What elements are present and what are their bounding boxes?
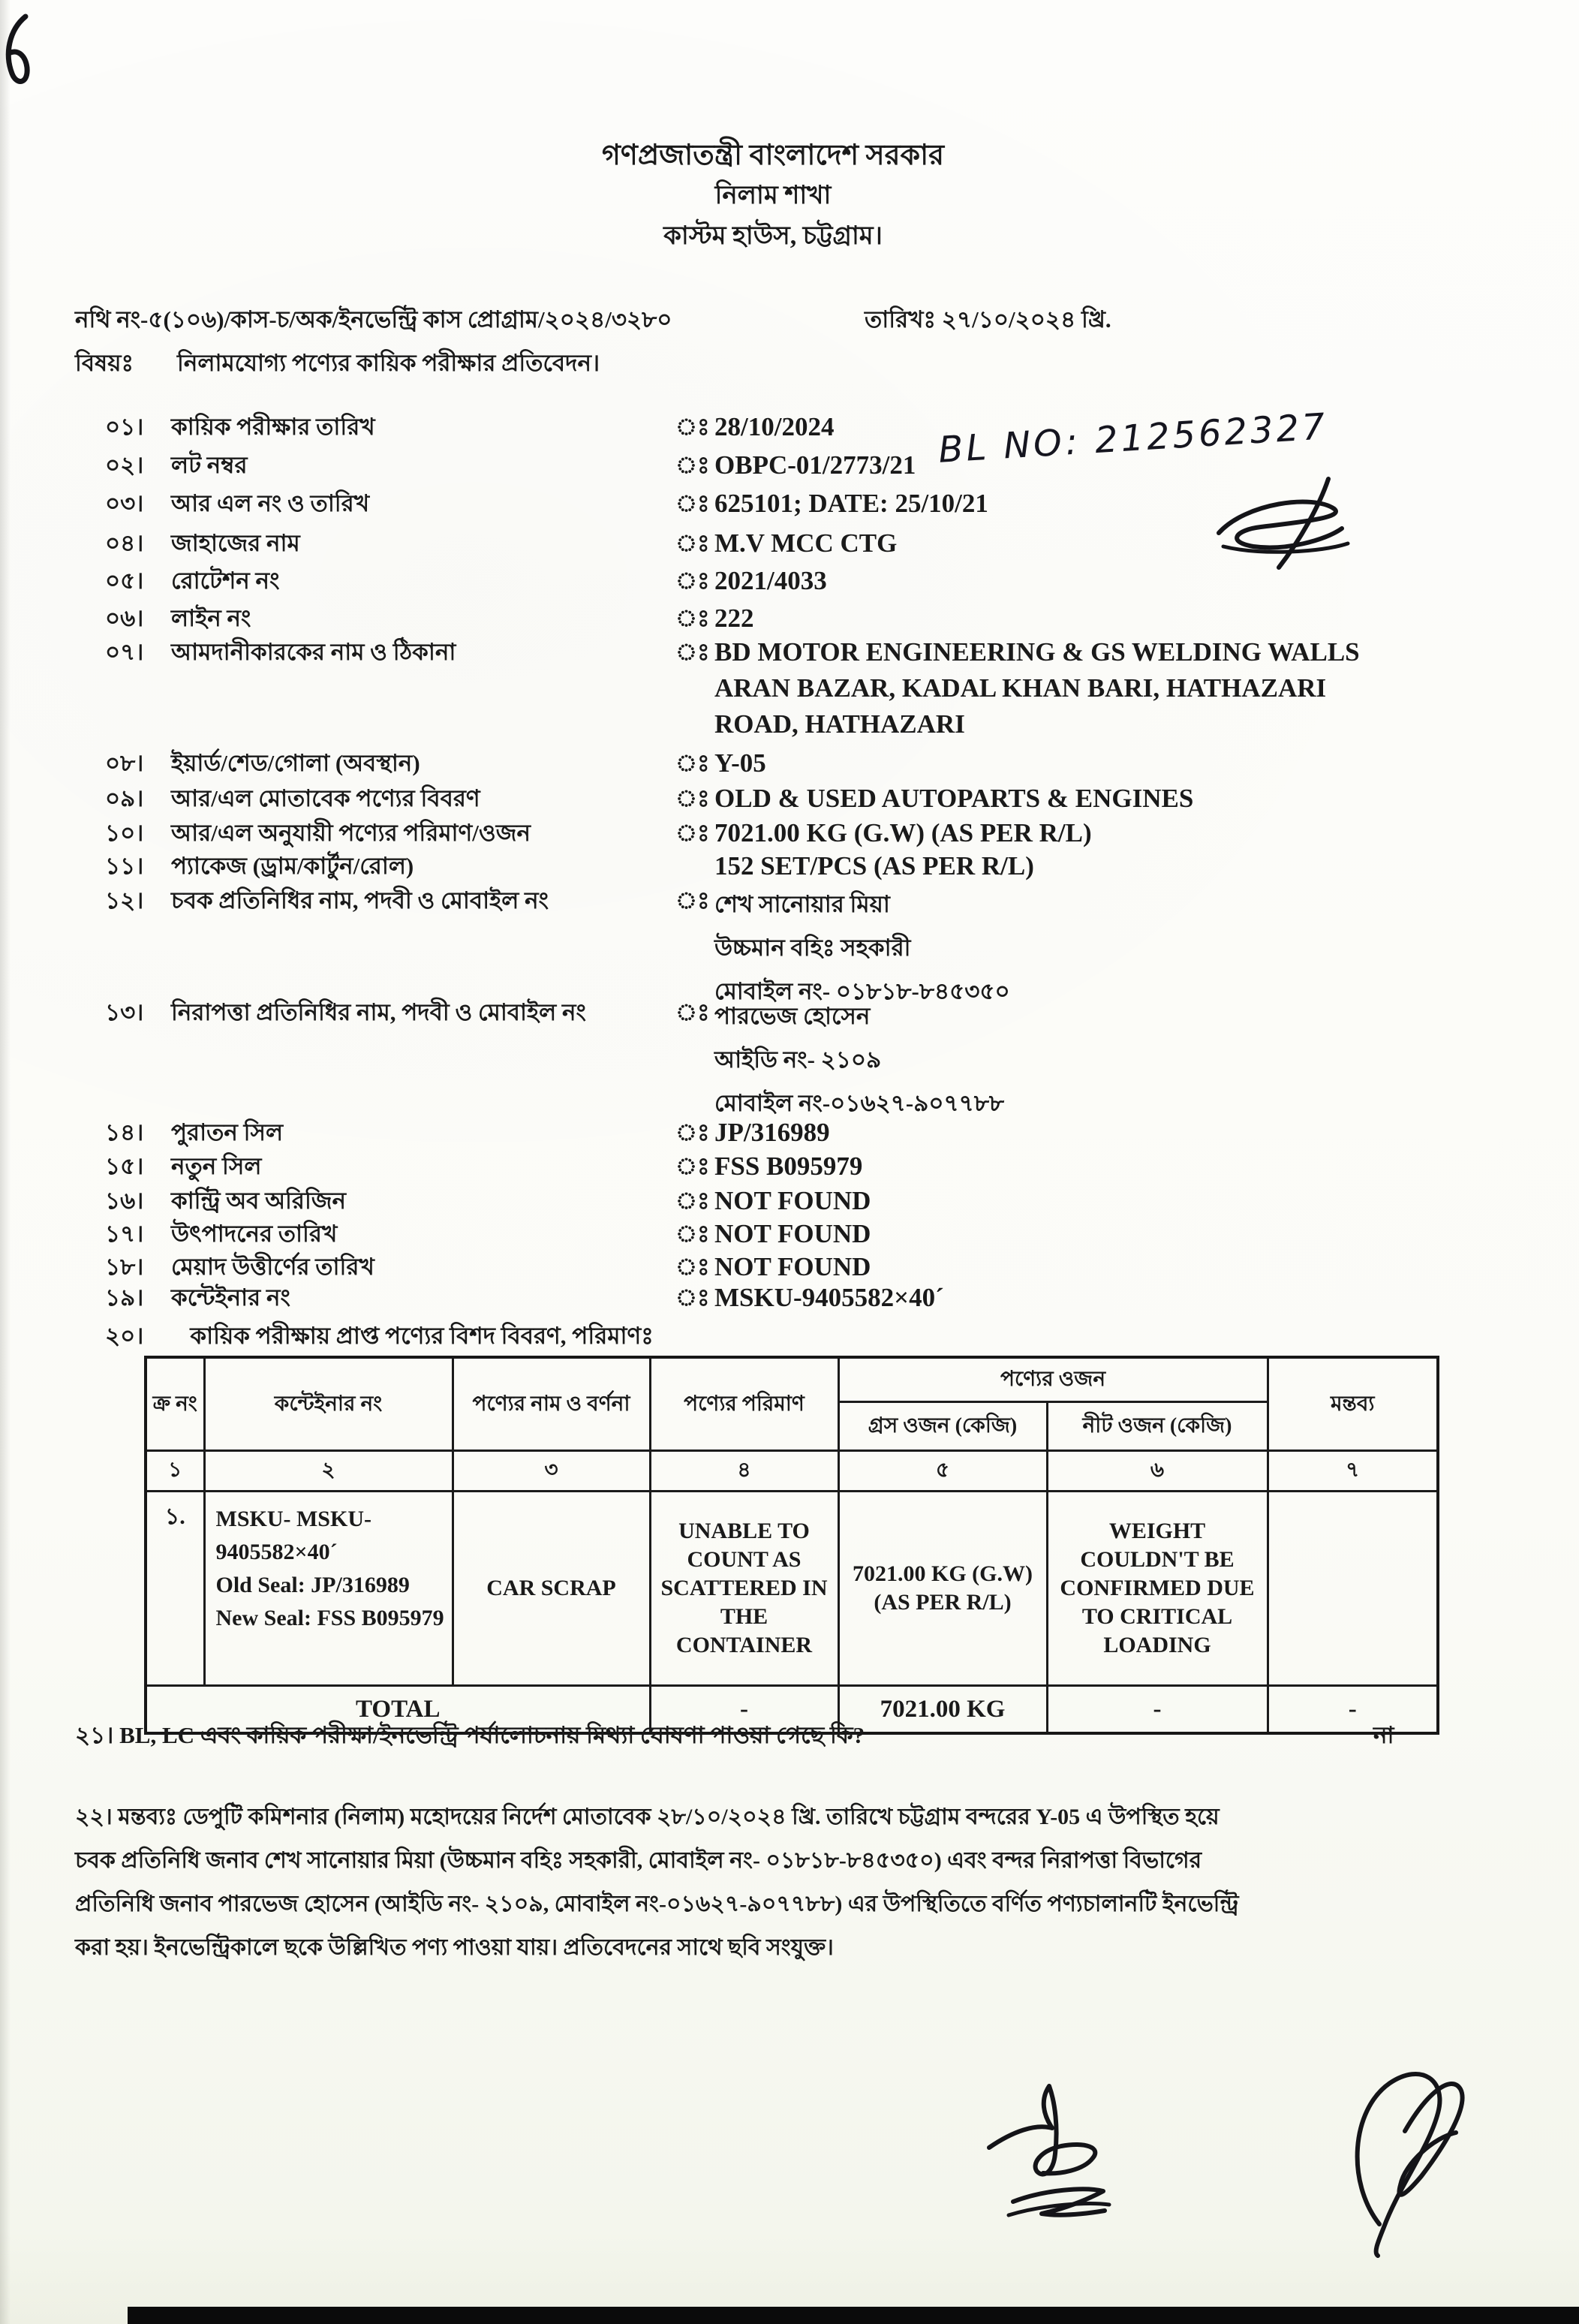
field-colon: ঃ — [675, 639, 710, 665]
field-number: ০২। — [105, 452, 144, 478]
field-value: BD MOTOR ENGINEERING & GS WELDING WALLS ARAN BAZAR, KADAL KHAN BARI, HATHAZARI ROAD, HATHAZARI — [714, 637, 1360, 739]
letterhead-government: গণপ্রজাতন্ত্রী বাংলাদেশ সরকার — [601, 140, 945, 171]
field-value: NOT FOUND — [714, 1186, 871, 1215]
field-row-12 — [105, 883, 1478, 1013]
field-value: 625101; DATE: 25/10/21 — [714, 489, 988, 518]
field-label: ইয়ার্ড/শেড/গোলা (অবস্থান) — [171, 750, 420, 776]
field-number: ১৩। — [105, 999, 144, 1025]
field-value: OBPC-01/2773/21 — [714, 450, 916, 480]
field-colon: ঃ — [675, 999, 710, 1025]
field-colon: ঃ — [675, 1119, 710, 1145]
field-label: আর এল নং ও তারিখ — [171, 490, 370, 516]
field-colon: ঃ — [675, 785, 710, 811]
field-row-13 — [105, 995, 1478, 1125]
field-label: আমদানীকারকের নাম ও ঠিকানা — [171, 639, 456, 665]
field-row-04 — [105, 525, 1478, 564]
remarks-line: প্রতিনিধি জনাব পারভেজ হোসেন (আইডি নং- ২১০৯, মোবাইল নং-০১৬২৭-৯০৭৭৮৮) এর উপস্থিতিতে বর্ণিত পণ্যচালানটি ইনভেন্ট্রি — [75, 1892, 1239, 1916]
field-value: FSS B095979 — [714, 1151, 863, 1181]
field-label: কান্ট্রি অব অরিজিন — [171, 1188, 347, 1214]
field-value: M.V MCC CTG — [714, 528, 898, 558]
total-remarks: - — [1268, 1686, 1438, 1734]
field-value: 222 — [714, 604, 754, 633]
field-value: OLD & USED AUTOPARTS & ENGINES — [714, 784, 1194, 813]
field-colon: ঃ — [675, 567, 710, 594]
section-title: কায়িক পরীক্ষায় প্রাপ্ত পণ্যের বিশদ বিবরণ, পরিমাণঃ — [190, 1323, 654, 1349]
subject-label: বিষয়ঃ — [75, 350, 134, 376]
file-number: নথি নং-৫(১০৬)/কাস-চ/অক/ইনভেন্ট্রি কাস প্রোগ্রাম/২০২৪/৩২৮০ — [75, 306, 672, 333]
total-net-weight: - — [1047, 1686, 1268, 1734]
total-gross-weight: 7021.00 KG — [838, 1686, 1047, 1734]
field-row-03 — [105, 486, 1478, 525]
col-num-1: ১ — [146, 1451, 204, 1492]
scan-footer-bar — [128, 2307, 1579, 2324]
col-header-product: পণ্যের নাম ও বর্ণনা — [453, 1357, 650, 1451]
field-colon: ঃ — [675, 1254, 710, 1280]
field-label: উৎপাদনের তারিখ — [171, 1221, 338, 1247]
field-number: ১২। — [105, 887, 144, 914]
cell-net-weight: WEIGHT COULDN'T BE CONFIRMED DUE TO CRITICAL LOADING — [1047, 1492, 1268, 1686]
field-label: আর/এল অনুযায়ী পণ্যের পরিমাণ/ওজন — [171, 820, 531, 846]
field-colon: ঃ — [675, 1284, 710, 1311]
field-row-07 — [105, 634, 1478, 742]
field-value: NOT FOUND — [714, 1219, 871, 1248]
field-number: ০৩। — [105, 490, 144, 516]
field-colon: ঃ — [675, 414, 710, 440]
question-21-text: ২১। BL, LC এবং কায়িক পরীক্ষা/ইনভেন্ট্রি পর্যালোচনায় মিথ্যা ঘোষণা পাওয়া গেছে কি? — [75, 1722, 865, 1748]
col-num-2: ২ — [204, 1451, 453, 1492]
field-number: ১৫। — [105, 1153, 144, 1179]
field-label: চবক প্রতিনিধির নাম, পদবী ও মোবাইল নং — [171, 887, 549, 914]
cell-remarks — [1268, 1492, 1438, 1686]
total-label: TOTAL — [146, 1686, 650, 1734]
document-date: তারিখঃ ২৭/১০/২০২৪ খ্রি. — [865, 306, 1111, 333]
inspection-table — [144, 1356, 1439, 1735]
field-number: ০৭। — [105, 639, 144, 665]
total-quantity: - — [650, 1686, 838, 1734]
cell-container-number: MSKU- MSKU-9405582×40´ Old Seal: JP/316989 New Seal: FSS B095979 — [204, 1492, 453, 1686]
question-21-answer: না — [1373, 1722, 1394, 1748]
col-num-7: ৭ — [1268, 1451, 1438, 1492]
col-num-3: ৩ — [453, 1451, 650, 1492]
field-row-15 — [105, 1148, 1478, 1188]
field-number: ০৬। — [105, 605, 144, 631]
field-colon: ঃ — [675, 530, 710, 556]
field-row-11 — [105, 848, 1478, 887]
cell-gross-weight: 7021.00 KG (G.W) (AS PER R/L) — [838, 1492, 1047, 1686]
field-value: Y-05 — [714, 748, 766, 778]
field-number: ০৪। — [105, 530, 144, 556]
field-value: পারভেজ হোসেন আইডি নং- ২১০৯ মোবাইল নং-০১৬২৭-৯০৭৭৮৮ — [714, 1003, 1005, 1116]
field-colon: ঃ — [675, 490, 710, 516]
field-label: আর/এল মোতাবেক পণ্যের বিবরণ — [171, 785, 480, 811]
field-label: কন্টেইনার নং — [171, 1284, 290, 1311]
field-row-01 — [105, 409, 1478, 448]
field-colon: ঃ — [675, 452, 710, 478]
remarks-line: করা হয়। ইনভেন্ট্রিকালে ছকে উল্লিখিত পণ্য পাওয়া যায়। প্রতিবেদনের সাথে ছবি সংযুক্ত। — [75, 1935, 834, 1960]
handwritten-bl-number: BL NO: 212562327 — [937, 405, 1330, 471]
field-label: লট নম্বর — [171, 452, 248, 478]
field-colon: ঃ — [675, 887, 710, 914]
field-number: ১৪। — [105, 1119, 144, 1145]
col-num-4: ৪ — [650, 1451, 838, 1492]
col-header-weight-group: পণ্যের ওজন — [838, 1357, 1268, 1402]
field-colon: ঃ — [675, 1153, 710, 1179]
field-label: প্যাকেজ (ড্রাম/কার্টুন/রোল) — [171, 853, 414, 879]
field-row-09 — [105, 781, 1478, 820]
field-row-08 — [105, 745, 1478, 784]
field-colon: ঃ — [675, 1221, 710, 1247]
section-number: ২০। — [105, 1323, 144, 1349]
section-20-heading — [105, 1318, 654, 1357]
field-label: কায়িক পরীক্ষার তারিখ — [171, 414, 375, 440]
field-row-19 — [105, 1280, 1478, 1319]
field-number: ০৫। — [105, 567, 144, 594]
field-label: রোটেশন নং — [171, 567, 280, 594]
field-value: 7021.00 KG (G.W) (AS PER R/L) — [714, 818, 1092, 847]
col-num-6: ৬ — [1047, 1451, 1268, 1492]
letterhead — [0, 135, 1546, 257]
col-header-remarks: মন্তব্য — [1268, 1357, 1438, 1451]
scan-edge-shadow — [0, 0, 11, 2324]
remarks-line: চবক প্রতিনিধি জনাব শেখ সানোয়ার মিয়া (উচ্চমান বহিঃ সহকারী, মোবাইল নং- ০১৮১৮-৮৪৫৩৫০) এবং বন্দর নিরাপত্তা বিভাগের — [75, 1848, 1202, 1873]
field-label: পুরাতন সিল — [171, 1119, 284, 1145]
field-number: ১০। — [105, 820, 144, 846]
cell-product-name: CAR SCRAP — [453, 1492, 650, 1686]
field-value: 152 SET/PCS (AS PER R/L) — [714, 851, 1034, 881]
field-number: ০৯। — [105, 785, 144, 811]
col-header-serial: ক্র নং — [146, 1357, 204, 1451]
field-colon: ঃ — [675, 750, 710, 776]
cell-quantity: UNABLE TO COUNT AS SCATTERED IN THE CONTAINER — [650, 1492, 838, 1686]
field-label: নতুন সিল — [171, 1153, 262, 1179]
field-row-02 — [105, 447, 1478, 486]
field-number: ১৯। — [105, 1284, 144, 1311]
field-label: জাহাজের নাম — [171, 530, 300, 556]
field-value: MSKU-9405582×40´ — [714, 1283, 944, 1312]
question-21-row — [75, 1717, 1538, 1757]
remarks-line: ২২। মন্তব্যঃ ডেপুটি কমিশনার (নিলাম) মহোদয়ের নির্দেশ মোতাবেক ২৮/১০/২০২৪ খ্রি. তারিখে চট্টগ্রাম বন্দরের Y-05 এ উপস্থিত হয়ে — [75, 1805, 1220, 1829]
field-value: JP/316989 — [714, 1118, 830, 1147]
field-number: ০৮। — [105, 750, 144, 776]
letterhead-branch: নিলাম শাখা — [714, 182, 832, 209]
subject-row — [75, 345, 600, 384]
field-value: 28/10/2024 — [714, 412, 835, 441]
col-num-5: ৫ — [838, 1451, 1047, 1492]
field-label: মেয়াদ উত্তীর্ণের তারিখ — [171, 1254, 374, 1280]
field-colon: ঃ — [675, 1188, 710, 1214]
field-number: ১৮। — [105, 1254, 144, 1280]
col-header-container: কন্টেইনার নং — [204, 1357, 453, 1451]
field-number: ১৭। — [105, 1221, 144, 1247]
field-row-05 — [105, 563, 1478, 602]
col-header-quantity: পণ্যের পরিমাণ — [650, 1357, 838, 1451]
pen-mark-top-left — [0, 11, 45, 93]
field-label: লাইন নং — [171, 605, 251, 631]
col-header-net-weight: নীট ওজন (কেজি) — [1047, 1402, 1268, 1451]
subject-text: নিলামযোগ্য পণ্যের কায়িক পরীক্ষার প্রতিবেদন। — [177, 350, 600, 376]
letterhead-office: কাস্টম হাউস, চট্টগ্রাম। — [663, 222, 883, 250]
field-colon: ঃ — [675, 820, 710, 846]
col-header-gross-weight: গ্রস ওজন (কেজি) — [838, 1402, 1047, 1451]
field-label: নিরাপত্তা প্রতিনিধির নাম, পদবী ও মোবাইল নং — [171, 999, 586, 1025]
field-value: শেখ সানোয়ার মিয়া উচ্চমান বহিঃ সহকারী মোবাইল নং- ০১৮১৮-৮৪৫৩৫০ — [714, 891, 1010, 1004]
signature-representative — [961, 2076, 1156, 2233]
field-value: 2021/4033 — [714, 566, 827, 595]
column-number-row — [146, 1451, 1438, 1492]
remarks-22-paragraph — [75, 1796, 1546, 1970]
field-value: NOT FOUND — [714, 1252, 871, 1281]
field-colon: ঃ — [675, 605, 710, 631]
field-number: ১১। — [105, 853, 144, 879]
cell-serial: ১. — [146, 1492, 204, 1686]
table-row — [146, 1492, 1438, 1686]
signature-officer — [1321, 2053, 1486, 2263]
field-number: ১৬। — [105, 1188, 144, 1214]
field-number: ০১। — [105, 414, 144, 440]
